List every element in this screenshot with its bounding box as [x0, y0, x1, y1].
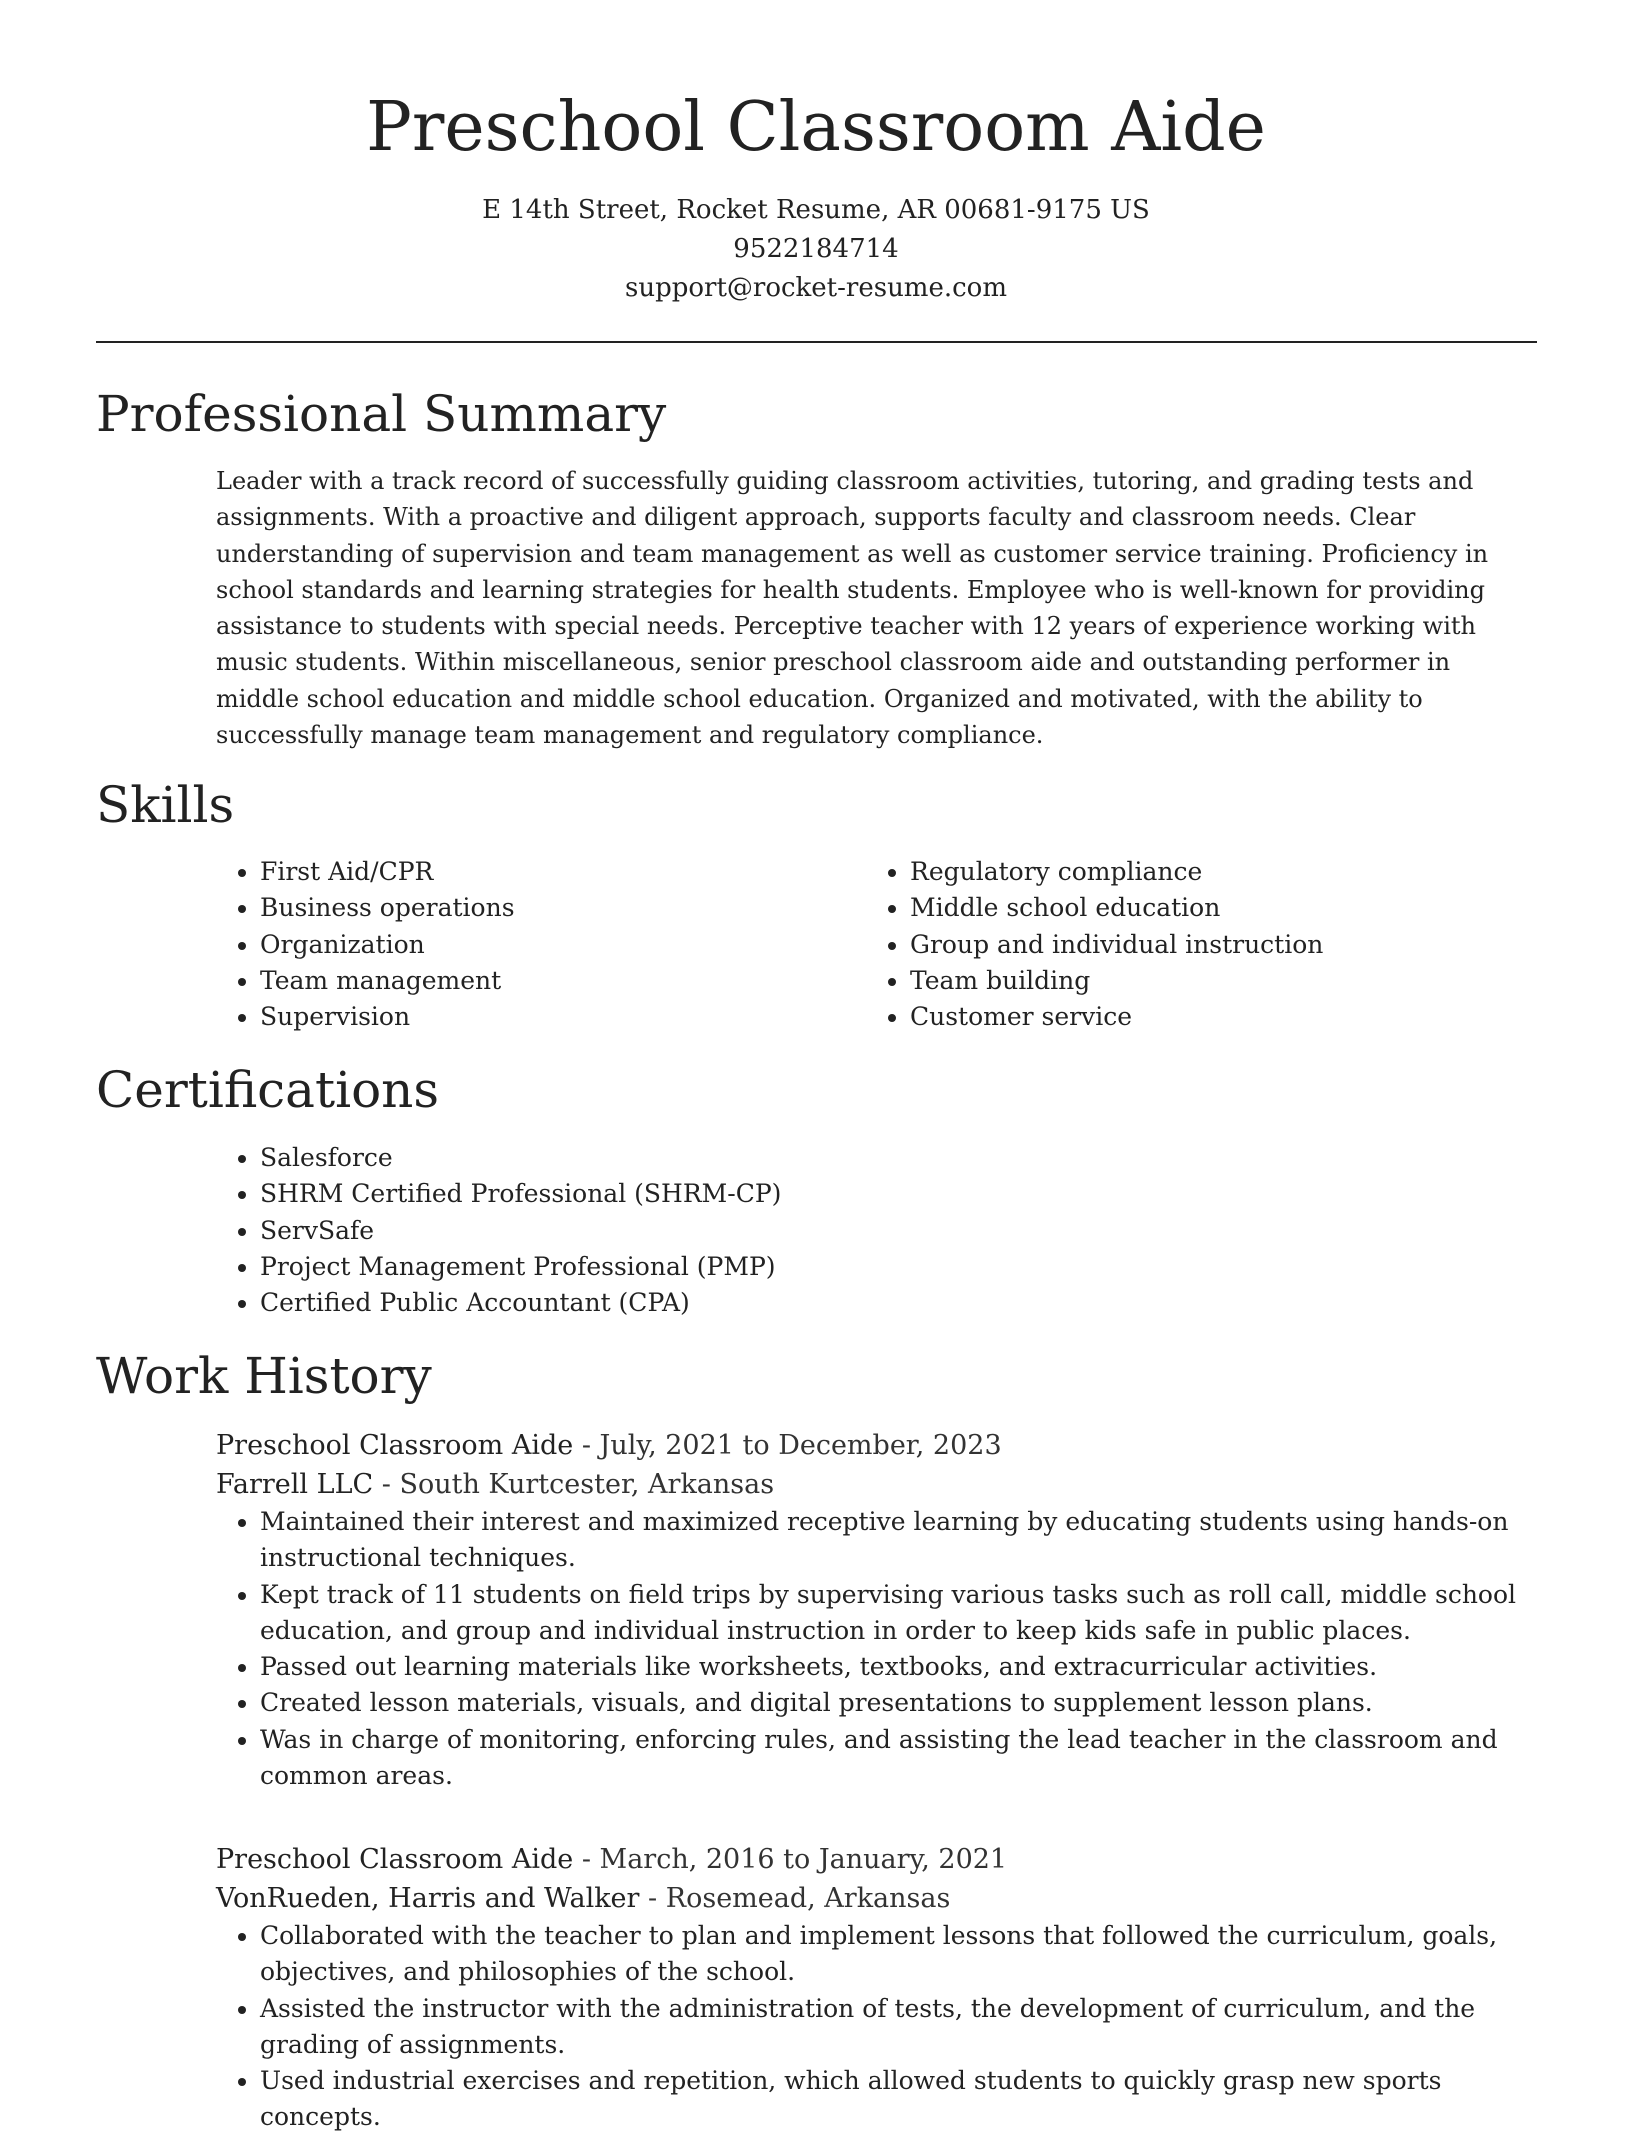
certifications-block	[216, 1140, 1116, 1321]
separator: -	[573, 1430, 600, 1461]
skill-item: • Supervision	[260, 999, 836, 1035]
job-location: South Kurtcester, Arkansas	[399, 1469, 775, 1500]
separator: -	[573, 1844, 600, 1875]
summary-text: Leader with a track record of successfully guiding classroom activities, tutoring, and grading tests and assignments. With a proactive and diligent approach, supports faculty and classroom needs. Clear understanding of supervision and team management as well as customer service training. Proficiency in school standards and learning strategies for health students. Employee who is well-known for providing assistance to students with special needs. Perceptive teacher with 12 years of experience working with music students. Within miscellaneous, senior preschool classroom aide and outstanding performer in middle school education and middle school education. Organized and motivated, with the ability to successfully manage team management and regulatory compliance.	[216, 467, 1489, 750]
job-duty-item: • Passed out learning materials like worksheets, textbooks, and extracurricular activities.	[260, 1649, 1538, 1685]
job-company-line	[216, 1465, 1538, 1504]
skill-item: • Business operations	[260, 890, 836, 926]
skills-column-right	[866, 854, 1506, 1035]
skill-item: • Group and individual instruction	[910, 927, 1506, 963]
contact-info	[0, 191, 1632, 308]
separator: -	[373, 1469, 400, 1500]
skills-list-left	[216, 854, 836, 1035]
skill-item: • Team management	[260, 963, 836, 999]
job-duties-list	[216, 1918, 1538, 2136]
job-dates: July, 2021 to December, 2023	[599, 1430, 1002, 1461]
job-company: VonRueden, Harris and Walker	[216, 1883, 640, 1914]
header-divider	[96, 341, 1537, 343]
candidate-name: Preschool Classroom Aide	[366, 88, 1266, 167]
job-title-line	[216, 1426, 1538, 1465]
job-duty-item: • Assisted the instructor with the administration of tests, the development of curriculum, and the grading of assignments.	[260, 1991, 1538, 2064]
job-title-line	[216, 1840, 1538, 1879]
contact-phone: 9522184714	[733, 234, 899, 264]
contact-email: support@rocket-resume.com	[624, 273, 1007, 303]
skill-item: • Middle school education	[910, 890, 1506, 926]
job-duty-item: • Kept track of 11 students on field trips by supervising various tasks such as roll call, middle school education, and group and individual instruction in order to keep kids safe in public places.	[260, 1577, 1538, 1650]
summary-heading: Professional Summary	[96, 385, 667, 443]
certifications-heading: Certifications	[96, 1061, 440, 1119]
job-location: Rosemead, Arkansas	[665, 1883, 951, 1914]
certification-item: • Salesforce	[260, 1140, 1116, 1176]
job-entry	[216, 1840, 1538, 2136]
skills-list-right	[866, 854, 1506, 1035]
job-company-line	[216, 1879, 1538, 1918]
certification-item: • Certified Public Accountant (CPA)	[260, 1285, 1116, 1321]
job-duties-list	[216, 1504, 1538, 1794]
job-entry	[216, 1426, 1538, 1794]
job-company: Farrell LLC	[216, 1469, 374, 1500]
job-title: Preschool Classroom Aide	[216, 1844, 574, 1875]
skills-column-left	[216, 854, 836, 1035]
skills-heading: Skills	[96, 776, 235, 834]
certification-item: • ServSafe	[260, 1213, 1116, 1249]
certification-item: • SHRM Certified Professional (SHRM-CP)	[260, 1176, 1116, 1212]
job-title: Preschool Classroom Aide	[216, 1430, 574, 1461]
contact-address: E 14th Street, Rocket Resume, AR 00681-9175 US	[482, 195, 1150, 225]
job-dates: March, 2016 to January, 2021	[599, 1844, 1008, 1875]
job-duty-item: • Created lesson materials, visuals, and digital presentations to supplement lesson plans.	[260, 1685, 1538, 1721]
skill-item: • Organization	[260, 927, 836, 963]
skill-item: • First Aid/CPR	[260, 854, 836, 890]
skill-item: • Regulatory compliance	[910, 854, 1506, 890]
certification-item: • Project Management Professional (PMP)	[260, 1249, 1116, 1285]
work-history-heading: Work History	[96, 1347, 432, 1405]
job-duty-item: • Was in charge of monitoring, enforcing rules, and assisting the lead teacher in the classroom and common areas.	[260, 1722, 1538, 1795]
job-duty-item: • Collaborated with the teacher to plan and implement lessons that followed the curriculum, goals, objectives, and philosophies of the school.	[260, 1918, 1538, 1991]
skill-item: • Customer service	[910, 999, 1506, 1035]
separator: -	[639, 1883, 666, 1914]
job-duty-item: • Used industrial exercises and repetition, which allowed students to quickly grasp new sports concepts.	[260, 2063, 1538, 2136]
job-duty-item: • Maintained their interest and maximized receptive learning by educating students using hands-on instructional techniques.	[260, 1504, 1538, 1577]
certifications-list	[216, 1140, 1116, 1321]
skill-item: • Team building	[910, 963, 1506, 999]
